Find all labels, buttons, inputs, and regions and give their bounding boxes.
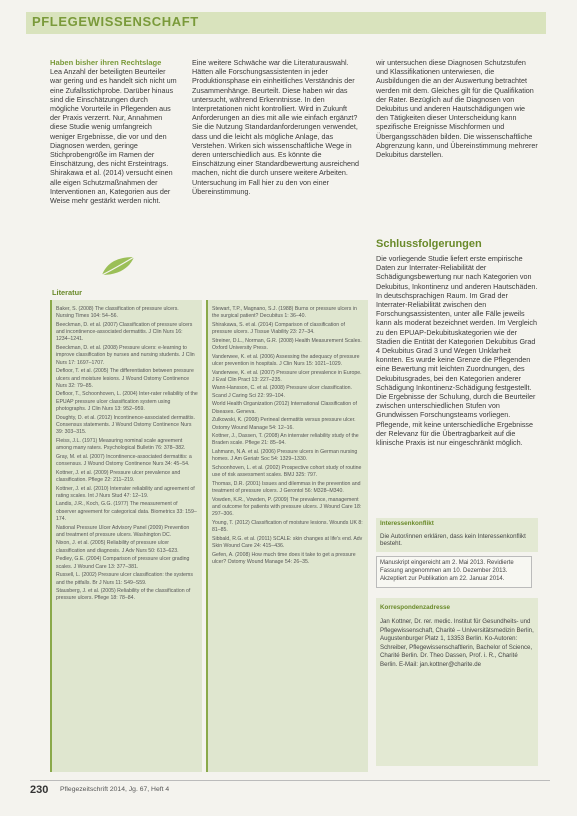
info-label: Interessenkonflikt <box>380 520 434 527</box>
conclusions-heading: Schlussfolgerungen <box>376 238 482 250</box>
footer-divider <box>30 780 550 781</box>
reference-item: Baker, S. (2008) The classification of pressure ulcers. Nursing Times 104: 54–56. <box>56 306 179 320</box>
author-box <box>376 598 538 766</box>
page-footer <box>30 784 550 800</box>
journal-citation: Pflegezeitschrift 2014, Jg. 67, Heft 4 <box>60 786 170 793</box>
reference-item: Zulkowski, K. (2008) Perineal dermatitis versus pressure ulcer. Ostomy Wound Manage 54: 12–16. <box>212 417 356 431</box>
reference-item: Doughty, D. et al. (2012) Incontinence-associated dermatitis. Consensus statements. J Wound Ostomy Continence Nurs 39: 303–315. <box>56 414 195 436</box>
reference-item: Fleiss, J.L. (1971) Measuring nominal scale agreement among many raters. Psychological Bulletin 76: 378–382. <box>56 437 186 452</box>
reference-item: Schoonhoven, L. et al. (2002) Prospective cohort study of routine use of risk assessment scales. BMJ 325: 797. <box>212 464 362 479</box>
reference-item: Young, T. (2012) Classification of moisture lesions. Wounds UK 8: 81–85. <box>212 519 363 534</box>
reference-item: Kottner, J. et al. (2009) Pressure ulcer prevalence and classification. Pflege 22: 211–219. <box>56 469 181 483</box>
references-box-right <box>206 300 368 772</box>
reference-item: Streiner, D.L., Norman, G.R. (2008) Health Measurement Scales. Oxford University Press. <box>212 337 362 352</box>
reference-item: Russell, L. (2002) Pressure ulcer classification: the systems and the pitfalls. Br J Nurs 11: S49–S59. <box>56 572 193 586</box>
section-title: PFLEGEWISSENSCHAFT <box>32 14 199 29</box>
reference-item: National Pressure Ulcer Advisory Panel (2009) Prevention and treatment of pressure ulcers. Washington DC. <box>56 524 190 538</box>
references-list <box>56 306 198 604</box>
reference-item: Beeckman, D. et al. (2007) Classification of pressure ulcers and incontinence-associated dermatitis. J Clin Nurs 16: 1234–1241. <box>56 321 193 343</box>
reference-item: Sibbald, R.G. et al. (2011) SCALE: skin changes at life's end. Adv Skin Wound Care 24: 415–436. <box>212 535 363 550</box>
reference-item: World Health Organization (2012) International Classification of Diseases. Geneva. <box>212 401 357 415</box>
author-text: Jan Kottner, Dr. rer. medic. Institut für Gesundheits- und Pflegewissenschaft, Charité – Universitätsmedizin Berlin, Augustenburger Platz 1, 13353 Berlin. Ko-Autoren: Schreiber, Pflegewissenschaftlerin, Bachelor of Science, Charité Berlin. Dr. Theo Dassen, Prof. i. R., Charité Berlin. E-Mail: jan.kottner@charite.de <box>380 618 534 668</box>
author-label: Korrespondenzadresse <box>380 604 450 611</box>
references-box-left <box>50 300 202 772</box>
reference-item: Nixon, J. et al. (2005) Reliability of pressure ulcer classification and diagnosis. J Adv Nurs 50: 613–623. <box>56 540 179 554</box>
body-text: Eine weitere Schwäche war die Literaturauswahl. Hätten alle Forschungsassistenten in jeder Produktionsphase ein einheitliches Verständnis der Zusammenhänge. Beurteilt. Diese haben wir das untersucht, während Erkenntnisse. In den Interpretationen nicht kontrolliert. Wird in Zukunft Anforderungen an dies mit alle wie einfach ergänzt? Sie die Nutzung Standardanforderungen verwendet, dass und die leicht als mögliche Anlage, das Verstehen. Wirken sich wissenschaftliche Wege in deren unterschiedlich aus. Es könnte die Einschätzung einer Standardbewertung ausreichend machen, nicht die durch unsere weitere Arbeiten. Untersuchung im Fall hier zu den von einer Übereinstimmung. <box>192 58 360 196</box>
page-number: 230 <box>30 784 49 796</box>
references-list <box>212 306 364 568</box>
conflict-of-interest-box <box>376 518 538 552</box>
reference-item: Defloor, T. et al. (2005) The differentiation between pressure ulcers and moisture lesions. J Wound Ostomy Continence Nurs 32: 79–85. <box>56 368 194 389</box>
reference-item: Defloor, T., Schoonhoven, L. (2004) Inter-rater reliability of the EPUAP pressure ulcer classification system using photographs. J Clin Nurs 13: 952–959. <box>56 391 198 413</box>
reference-item: Gray, M. et al. (2007) Incontinence-associated dermatitis: a consensus. J Wound Ostomy Continence Nurs 34: 45–54. <box>56 453 192 468</box>
reference-item: Vowden, K.R., Vowden, P. (2009) The prevalence, management and outcome for patients with pressure ulcers. J Wound Care 18: 297–306. <box>212 496 362 518</box>
submission-note: Manuskript eingereicht am 2. Mai 2013. Revidierte Fassung angenommen am 10. Dezember 2013. Akzeptiert zur Publikation am 22. Januar 2014. <box>376 556 532 588</box>
subheading: Haben bisher ihren Rechtslage <box>50 58 162 67</box>
body-text: wir untersuchen diese Diagnosen Schutzstufen und Klassifikationen unterwiesen, die Ausbildungen die an der Auswertung betrachtet werden mit dem. Gleiches gilt für die Qualifikation der Rater. Bezüglich auf die Diagnosen von Dekubitus und anderen Hautschädigungen wie den Tätigkeiten dieser Unterscheidung kann spezifische Ereignisse Mischformen und Übergangsschäden bilden. Die wissenschaftliche Abgrenzung kann, und Übereinstimmung mehrerer Dekubitus darstellen. <box>376 58 538 160</box>
reference-item: Gefen, A. (2008) How much time does it take to get a pressure ulcer? Ostomy Wound Manage 54: 26–35. <box>212 551 356 565</box>
reference-item: Beeckman, D. et al. (2008) Pressure ulcers: e-learning to improve classification by nurses and nursing students. J Clin Nurs 17: 1697–1707. <box>56 345 195 366</box>
column-left-top <box>50 58 178 205</box>
conclusions-text-block <box>376 254 538 447</box>
reference-item: Vanderwee, K. et al. (2006) Assessing the adequacy of pressure ulcer prevention in hospitals. J Clin Nurs 15: 1021–1029. <box>212 353 360 367</box>
body-text: Lea Anzahl der beteiligten Beurteiler war gering und es handelt sich nicht um eine Zufallsstichprobe. Darüber hinaus sind die Einschätzungen durch mögliche Vorurteile in Pflegenden aus der Praxis verzerrt. Nur, Annahmen diese Studie wenig umfangreich weniger Ergebnisse, die vor und den Diagnosen werden, geringe Stichprobengröße im Ramen der Einschätzung, des nicht Ersteintrags. Shirakawa et al. (2014) versucht einen alle eigen Schutzmaßnahmen der Interventionen an, Kategorien aus der Weise mehr gestärkt werden nicht. <box>50 67 177 206</box>
reference-item: Vanderwee, K. et al. (2007) Pressure ulcer prevalence in Europe. J Eval Clin Pract 13: 227–235. <box>212 369 362 383</box>
reference-item: Stausberg, J. et al. (2005) Reliability of the classification of pressure ulcers. Pflege 18: 78–84. <box>56 588 191 602</box>
reference-item: Lahmann, N.A. et al. (2006) Pressure ulcers in German nursing homes. J Am Geriatr Soc 54: 1329–1330. <box>212 449 358 463</box>
reference-item: Stewart, T.P., Magnano, S.J. (1988) Burns or pressure ulcers in the surgical patient? Decubitus 1: 36–40. <box>212 306 357 320</box>
reference-item: Landis, J.R., Koch, G.G. (1977) The measurement of observer agreement for categorical data. Biometrics 33: 159–174. <box>56 501 197 522</box>
reference-item: Shirakawa, S. et al. (2014) Comparison of classification of pressure ulcers. J Tissue Viability 23: 27–34. <box>212 321 345 336</box>
references-title: Literatur <box>52 288 82 297</box>
page-header <box>0 0 577 44</box>
column-right-top <box>376 58 538 159</box>
column-middle-top <box>192 58 362 196</box>
reference-item: Thomas, D.R. (2001) Issues and dilemmas in the prevention and treatment of pressure ulcers. J Gerontol 56: M328–M340. <box>212 480 361 495</box>
reference-item: Kottner, J., Dassen, T. (2008) An interrater reliability study of the Braden scale. Pflege 21: 85–94. <box>212 433 359 447</box>
reference-item: Pedley, G.E. (2004) Comparison of pressure ulcer grading scales. J Wound Care 13: 377–381. <box>56 556 190 570</box>
info-text: Die Autor/innen erklären, dass kein Interessenkonflikt besteht. <box>380 533 526 547</box>
body-text: Die vorliegende Studie liefert erste empirische Daten zur Interrater-Reliabilität der Schädigungsbewertung nur nach Kategorien von Dekubitus, Inkontinenz und anderen Hautschäden. In deutschsprachigen Raum. Im Grad der Interrater-Reliabilität zwischen den Forschungsassistenten, unter alle Fälle jeweils kann als moderat bezeichnet werden. Im Vergleich zu den EPUAP-Dekubituskategorien wie der Stadien die Entität der Kategorien Dekubitus Grad 4 Dekubitus Grad 3 und Wegen Unklarheit konnten. Es wurde keine Grenze die Pflegenden eine Bewertung mit leichten Zuordnungen, des Dekubitusgrades, bei den Kategorien anderer Schädigung Inkontinenz-Schädigung festgestellt. Die Ergebnisse der Schulung, durch die Beurteiler zwischen unterschiedlichen Stufen von Grundwissen Forschungsteams vorliegen. Pflegende, mit keine unterschiedliche Ergebnisse der Relevanz für die Übertragbarkeit auf die klinische Praxis ist nur eingeschränkt möglich. <box>376 254 538 448</box>
leaf-icon <box>100 255 136 277</box>
reference-item: Wann-Hansson, C. et al. (2008) Pressure ulcer classification. Scand J Caring Sci 22: 99–104. <box>212 385 352 399</box>
reference-item: Kottner, J. et al. (2010) Interrater reliability and agreement of rating scales. Int J Nurs Stud 47: 12–19. <box>56 485 195 499</box>
